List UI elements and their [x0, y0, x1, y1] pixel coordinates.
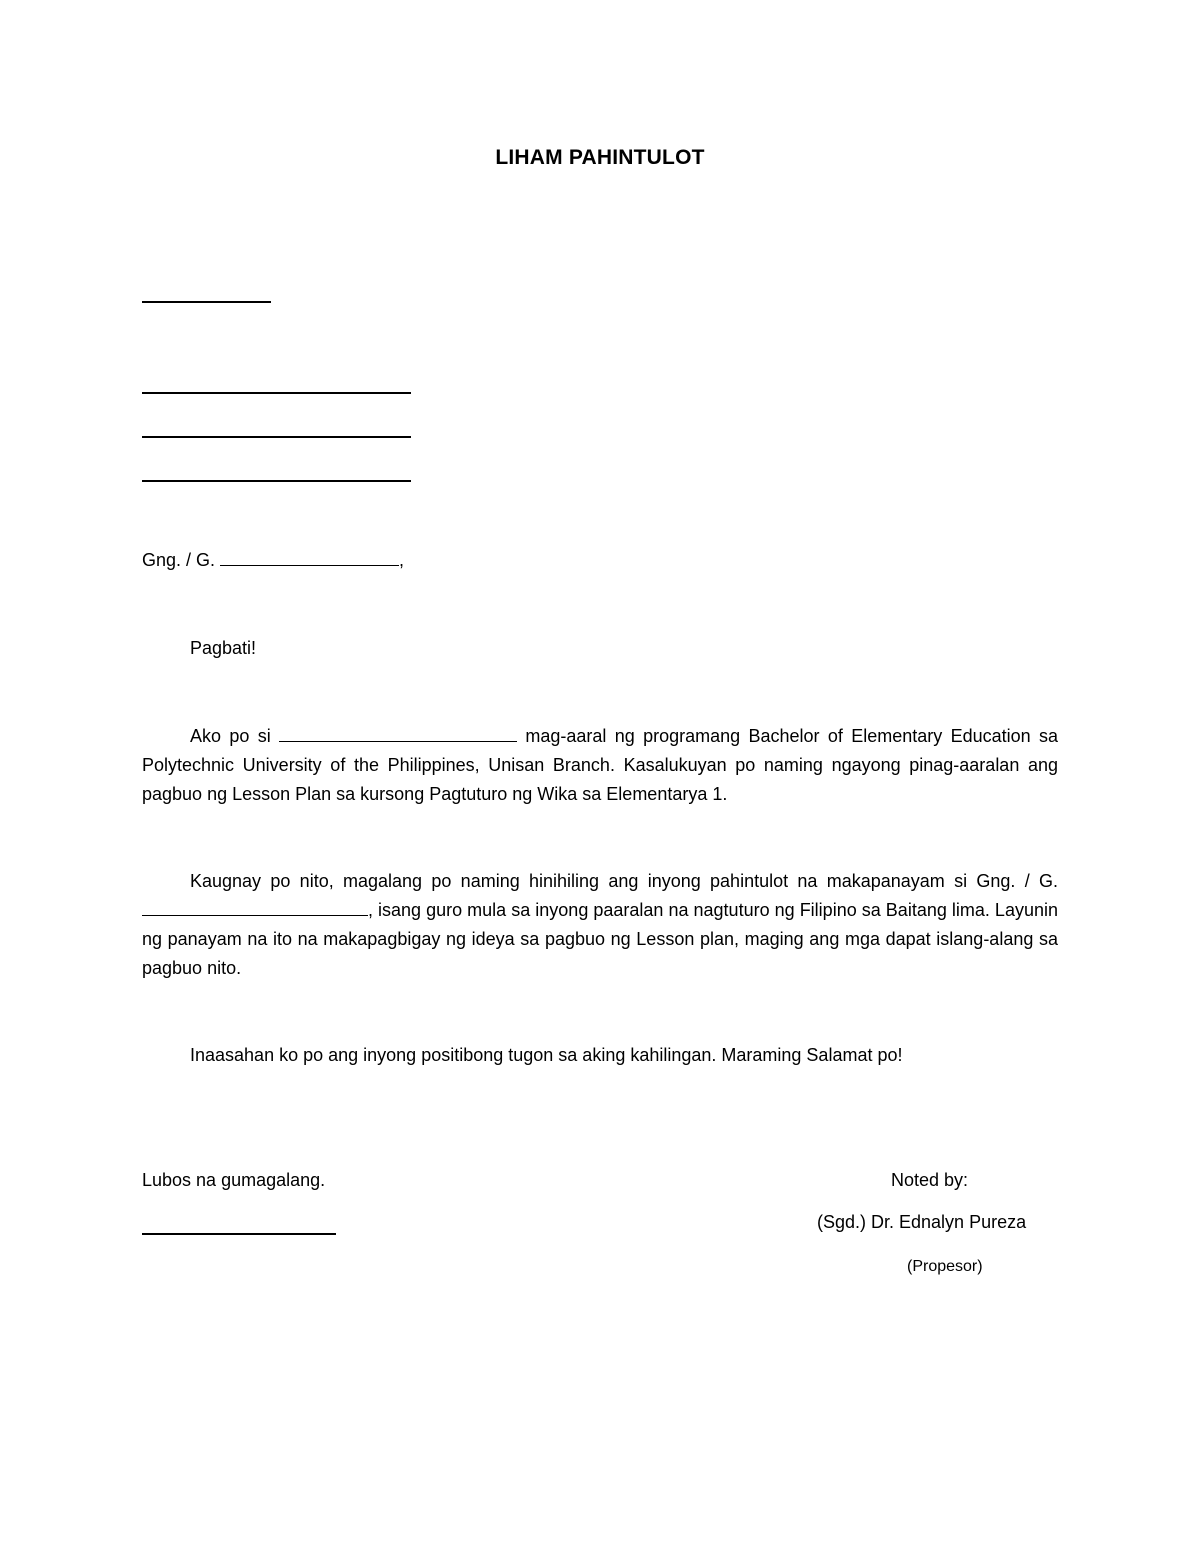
intro-text-b: mag-aaral ng programang Bachelor of Elementary Education sa Polytechnic University of the Philippines, Unisan Branch. Kasalukuyan po naming ngayong pinag-aaralan ang pagbuo ng Lesson Plan sa kursong Pagtuturo ng Wika sa Elementarya 1.	[142, 726, 1058, 804]
request-text-b: , isang guro mula sa inyong paaralan na nagtuturo ng Filipino sa Baitang lima. Layunin ng panayam na ito na makapagbigay ng ideya sa pagbuo ng Lesson plan, maging ang mga dapat islang-alang sa pagbuo nito.	[142, 900, 1058, 978]
paragraph-intro	[142, 722, 1058, 809]
salutation	[142, 546, 404, 575]
recipient-name-blank	[220, 547, 399, 566]
closing: Lubos na gumagalang.	[142, 1170, 326, 1190]
signatory-role: (Propesor)	[907, 1258, 983, 1275]
paragraph-closing: Inaasahan ko po ang inyong positibong tugon sa aking kahilingan. Maraming Salamat po!	[190, 1045, 903, 1065]
paragraph-request	[142, 867, 1058, 983]
address-blank-line-2	[142, 436, 411, 438]
student-name-blank	[279, 723, 517, 742]
greeting: Pagbati!	[190, 638, 257, 658]
letter-title: LIHAM PAHINTULOT	[495, 146, 705, 169]
address-blank-line-1	[142, 392, 411, 394]
date-blank-line	[142, 301, 271, 303]
sender-signature-blank-line	[142, 1233, 336, 1235]
request-text-a: Kaugnay po nito, magalang po naming hinihiling ang inyong pahintulot na makapanayam si Gng. / G.	[190, 871, 1058, 891]
noted-by-label: Noted by:	[891, 1170, 969, 1190]
teacher-name-blank	[142, 897, 368, 916]
salutation-prefix: Gng. / G.	[142, 550, 216, 570]
address-blank-line-3	[142, 480, 411, 482]
intro-text-a: Ako po si	[190, 726, 271, 746]
salutation-suffix: ,	[399, 550, 405, 570]
signatory-name: (Sgd.) Dr. Ednalyn Pureza	[817, 1212, 1027, 1232]
